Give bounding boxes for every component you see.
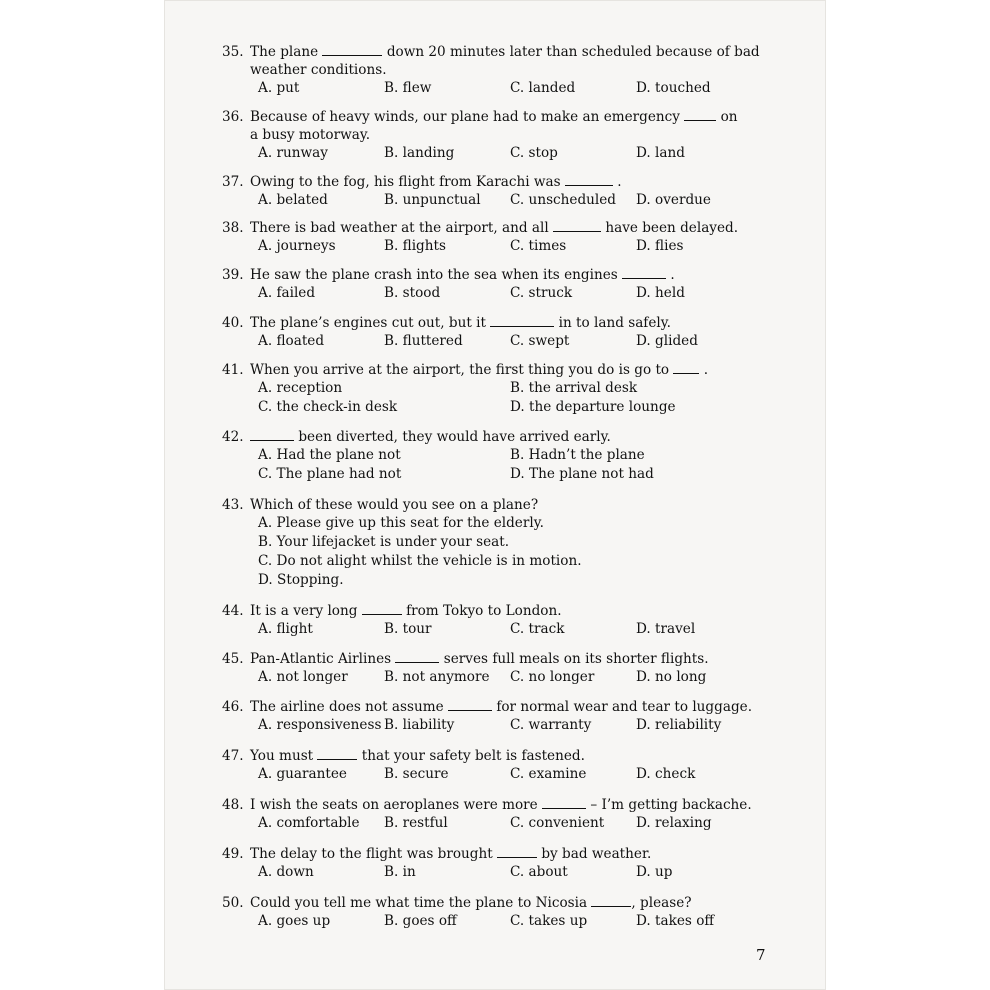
option-b: B. Your lifejacket is under your seat. (258, 534, 510, 550)
options-row (222, 144, 782, 163)
question-50 (222, 894, 782, 931)
question-44 (222, 602, 782, 639)
question-38 (222, 219, 782, 256)
option-d: D. check (636, 766, 696, 782)
option-d: D. land (636, 145, 685, 161)
option-d: D. held (636, 285, 685, 301)
question-text: You must (250, 748, 314, 764)
question-number: 41. (222, 362, 244, 378)
question-35 (222, 43, 782, 98)
question-number: 40. (222, 315, 244, 331)
question-text: Pan-Atlantic Airlines (250, 651, 392, 667)
question-47 (222, 747, 782, 784)
answer-blank (395, 650, 439, 663)
option-d: D. touched (636, 80, 711, 96)
option-c: C. the check-in desk (258, 399, 398, 415)
option-a: A. reception (258, 380, 343, 396)
question-41 (222, 361, 782, 417)
option-d: D. no long (636, 669, 707, 685)
option-c: C. swept (510, 333, 570, 349)
options-row (222, 465, 782, 484)
option-a: A. belated (258, 192, 328, 208)
question-number: 37. (222, 174, 244, 190)
option-c: C. struck (510, 285, 573, 301)
question-text: on (720, 109, 738, 125)
option-a: A. flight (258, 621, 313, 637)
option-c: C. convenient (510, 815, 605, 831)
question-text: He saw the plane crash into the sea when its engines (250, 267, 618, 283)
question-number: 49. (222, 846, 244, 862)
answer-blank (622, 266, 666, 279)
question-number: 44. (222, 603, 244, 619)
options-row (222, 863, 782, 882)
answer-blank (317, 747, 357, 760)
question-text: . (617, 174, 622, 190)
options-row (222, 379, 782, 398)
option-a: A. down (258, 864, 314, 880)
options-row (222, 571, 782, 590)
question-number: 43. (222, 497, 244, 513)
options-row (222, 533, 782, 552)
answer-blank (542, 796, 586, 809)
option-b: B. secure (384, 766, 449, 782)
question-text: Which of these would you see on a plane? (250, 497, 539, 513)
question-text: Owing to the fog, his flight from Karachi was (250, 174, 561, 190)
question-number: 39. (222, 267, 244, 283)
page-number: 7 (756, 946, 766, 964)
option-d: D. Stopping. (258, 572, 344, 588)
option-a: A. journeys (258, 238, 336, 254)
option-a: A. failed (258, 285, 316, 301)
option-d: D. overdue (636, 192, 711, 208)
option-a: A. responsiveness (258, 717, 382, 733)
question-number: 35. (222, 44, 244, 60)
question-43 (222, 496, 782, 590)
option-b: B. flights (384, 238, 446, 254)
question-text: The plane’s engines cut out, but it (250, 315, 486, 331)
question-48 (222, 796, 782, 833)
question-text: There is bad weather at the airport, and all (250, 220, 549, 236)
question-text: in to land safely. (558, 315, 671, 331)
question-49 (222, 845, 782, 882)
option-d: D. travel (636, 621, 696, 637)
option-c: C. examine (510, 766, 587, 782)
question-text: , please? (631, 895, 692, 911)
option-c: C. warranty (510, 717, 592, 733)
option-a: A. Please give up this seat for the elderly. (258, 515, 544, 531)
question-text: by bad weather. (541, 846, 652, 862)
option-d: D. reliability (636, 717, 722, 733)
question-number: 47. (222, 748, 244, 764)
question-text: that your safety belt is fastened. (361, 748, 585, 764)
options-row (222, 814, 782, 833)
option-d: D. The plane not had (510, 466, 654, 482)
option-d: D. relaxing (636, 815, 712, 831)
option-c: C. Do not alight whilst the vehicle is in motion. (258, 553, 582, 569)
option-d: D. the departure lounge (510, 399, 676, 415)
answer-blank (565, 173, 613, 186)
question-text: have been delayed. (605, 220, 739, 236)
question-46 (222, 698, 782, 735)
answer-blank (591, 894, 631, 907)
option-b: B. Hadn’t the plane (510, 447, 645, 463)
option-b: B. liability (384, 717, 455, 733)
option-b: B. stood (384, 285, 441, 301)
answer-blank (673, 361, 699, 374)
option-b: B. restful (384, 815, 448, 831)
options-row (222, 446, 782, 465)
options-row (222, 912, 782, 931)
question-text: down 20 minutes later than scheduled because of bad (386, 44, 760, 60)
question-text: When you arrive at the airport, the first thing you do is go to (250, 362, 670, 378)
question-text: a busy motorway. (250, 127, 371, 143)
question-text: serves full meals on its shorter flights. (443, 651, 709, 667)
question-39 (222, 266, 782, 303)
option-c: C. The plane had not (258, 466, 402, 482)
question-number: 50. (222, 895, 244, 911)
question-37 (222, 173, 782, 210)
question-text: The plane (250, 44, 319, 60)
answer-blank (322, 43, 382, 56)
options-row (222, 514, 782, 533)
option-b: B. goes off (384, 913, 457, 929)
question-number: 38. (222, 220, 244, 236)
question-text: Because of heavy winds, our plane had to make an emergency (250, 109, 680, 125)
option-b: B. flew (384, 80, 432, 96)
option-c: C. track (510, 621, 565, 637)
textbook-page (164, 0, 826, 990)
option-b: B. landing (384, 145, 455, 161)
options-row (222, 237, 782, 256)
option-a: A. put (258, 80, 300, 96)
option-a: A. comfortable (258, 815, 360, 831)
answer-blank (250, 428, 294, 441)
option-c: C. landed (510, 80, 576, 96)
answer-blank (362, 602, 402, 615)
question-text: . (670, 267, 675, 283)
option-b: B. not anymore (384, 669, 490, 685)
question-number: 42. (222, 429, 244, 445)
answer-blank (490, 314, 554, 327)
option-d: D. takes off (636, 913, 715, 929)
option-c: C. times (510, 238, 567, 254)
option-a: A. goes up (258, 913, 331, 929)
question-text: The airline does not assume (250, 699, 444, 715)
option-d: D. flies (636, 238, 684, 254)
option-d: D. glided (636, 333, 698, 349)
option-a: A. floated (258, 333, 325, 349)
option-c: C. stop (510, 145, 558, 161)
options-row (222, 191, 782, 210)
option-c: C. about (510, 864, 568, 880)
option-a: A. not longer (258, 669, 348, 685)
question-number: 46. (222, 699, 244, 715)
option-a: A. Had the plane not (258, 447, 401, 463)
question-text: weather conditions. (250, 62, 387, 78)
question-number: 48. (222, 797, 244, 813)
option-b: B. fluttered (384, 333, 463, 349)
answer-blank (553, 219, 601, 232)
option-a: A. runway (258, 145, 328, 161)
option-a: A. guarantee (258, 766, 347, 782)
options-row (222, 620, 782, 639)
options-row (222, 552, 782, 571)
option-b: B. the arrival desk (510, 380, 638, 396)
option-d: D. up (636, 864, 673, 880)
option-c: C. unscheduled (510, 192, 617, 208)
options-row (222, 284, 782, 303)
question-text: from Tokyo to London. (406, 603, 562, 619)
question-40 (222, 314, 782, 351)
question-text: It is a very long (250, 603, 358, 619)
answer-blank (448, 698, 492, 711)
question-45 (222, 650, 782, 687)
question-text: – I’m getting backache. (590, 797, 752, 813)
options-row (222, 332, 782, 351)
question-number: 36. (222, 109, 244, 125)
question-number: 45. (222, 651, 244, 667)
options-row (222, 79, 782, 98)
option-b: B. unpunctual (384, 192, 481, 208)
option-c: C. no longer (510, 669, 595, 685)
option-c: C. takes up (510, 913, 588, 929)
option-b: B. tour (384, 621, 432, 637)
question-text: The delay to the flight was brought (250, 846, 493, 862)
options-row (222, 668, 782, 687)
options-row (222, 765, 782, 784)
options-row (222, 716, 782, 735)
question-text: for normal wear and tear to luggage. (496, 699, 753, 715)
question-text: I wish the seats on aeroplanes were more (250, 797, 538, 813)
question-text: been diverted, they would have arrived early. (298, 429, 611, 445)
question-text: . (703, 362, 709, 378)
question-text: Could you tell me what time the plane to Nicosia (250, 895, 588, 911)
question-42 (222, 428, 782, 484)
answer-blank (684, 108, 716, 121)
options-row (222, 398, 782, 417)
answer-blank (497, 845, 537, 858)
question-36 (222, 108, 782, 163)
option-b: B. in (384, 864, 416, 880)
